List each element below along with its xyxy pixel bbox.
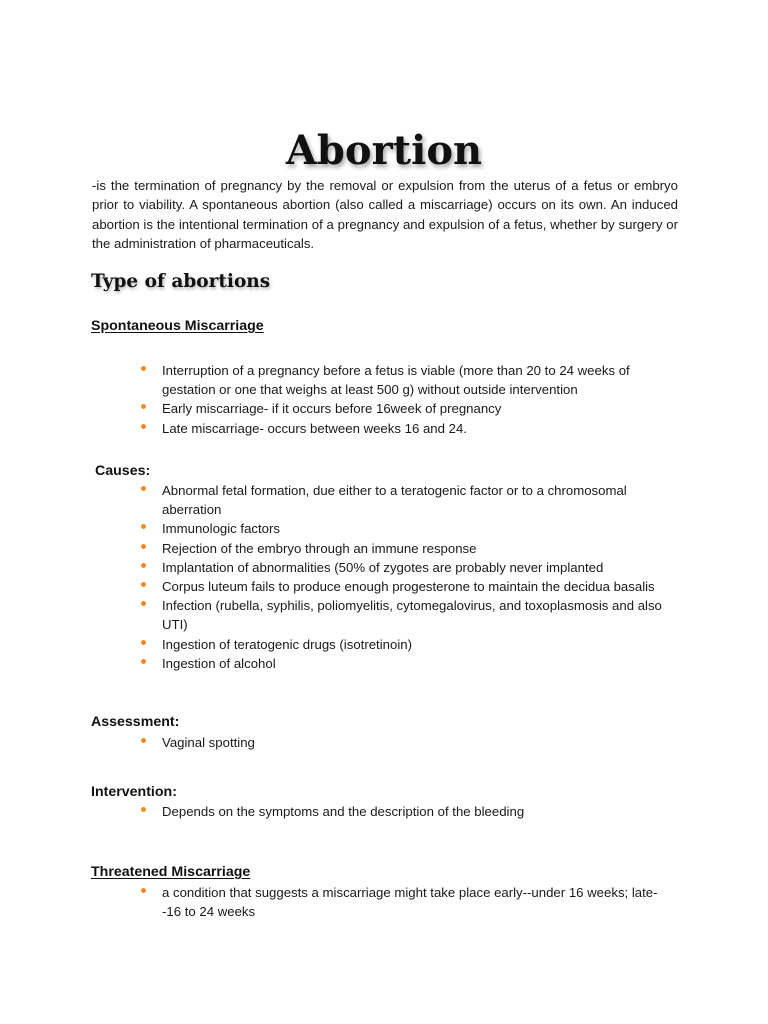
intervention-heading: Intervention: [91,784,177,800]
list-item: Corpus luteum fails to produce enough progesterone to maintain the decidua basalis [162,577,672,596]
list-item: Ingestion of teratogenic drugs (isotretinoin) [162,635,672,654]
list-item: Early miscarriage- if it occurs before 16week of pregnancy [162,399,672,418]
causes-heading: Causes: [95,463,151,479]
spontaneous-list [162,361,672,438]
intervention-list [162,802,672,821]
list-item: Vaginal spotting [162,733,672,752]
list-item: a condition that suggests a miscarriage might take place early--under 16 weeks; late--16 to 24 weeks [162,883,662,921]
page-title: Abortion [285,126,483,174]
assessment-heading: Assessment: [91,714,180,730]
list-item: Abnormal fetal formation, due either to a teratogenic factor or to a chromosomal aberration [162,481,672,519]
list-item: Immunologic factors [162,519,672,538]
list-item: Ingestion of alcohol [162,654,672,673]
threatened-heading: Threatened Miscarriage [91,864,251,880]
intro-paragraph: -is the termination of pregnancy by the removal or expulsion from the uterus of a fetus or embryo prior to viability. A spontaneous abortion (also called a miscarriage) occurs on its own. An induced abortion is the intentional termination of a pregnancy and expulsion of a fetus, whether by surgery or the administration of pharmaceuticals. [92,178,678,251]
types-heading: Type of abortions [91,271,271,292]
list-item: Implantation of abnormalities (50% of zygotes are probably never implanted [162,558,672,577]
causes-list [162,481,672,673]
list-item: Late miscarriage- occurs between weeks 16 and 24. [162,419,672,438]
list-item: Depends on the symptoms and the description of the bleeding [162,802,672,821]
assessment-list [162,733,672,752]
list-item: Interruption of a pregnancy before a fetus is viable (more than 20 to 24 weeks of gestation or one that weighs at least 500 g) without outside intervention [162,361,672,399]
list-item: Infection (rubella, syphilis, poliomyelitis, cytomegalovirus, and toxoplasmosis and also UTI) [162,596,672,634]
spontaneous-heading: Spontaneous Miscarriage [91,318,264,334]
threatened-list [162,883,662,921]
list-item: Rejection of the embryo through an immune response [162,539,672,558]
